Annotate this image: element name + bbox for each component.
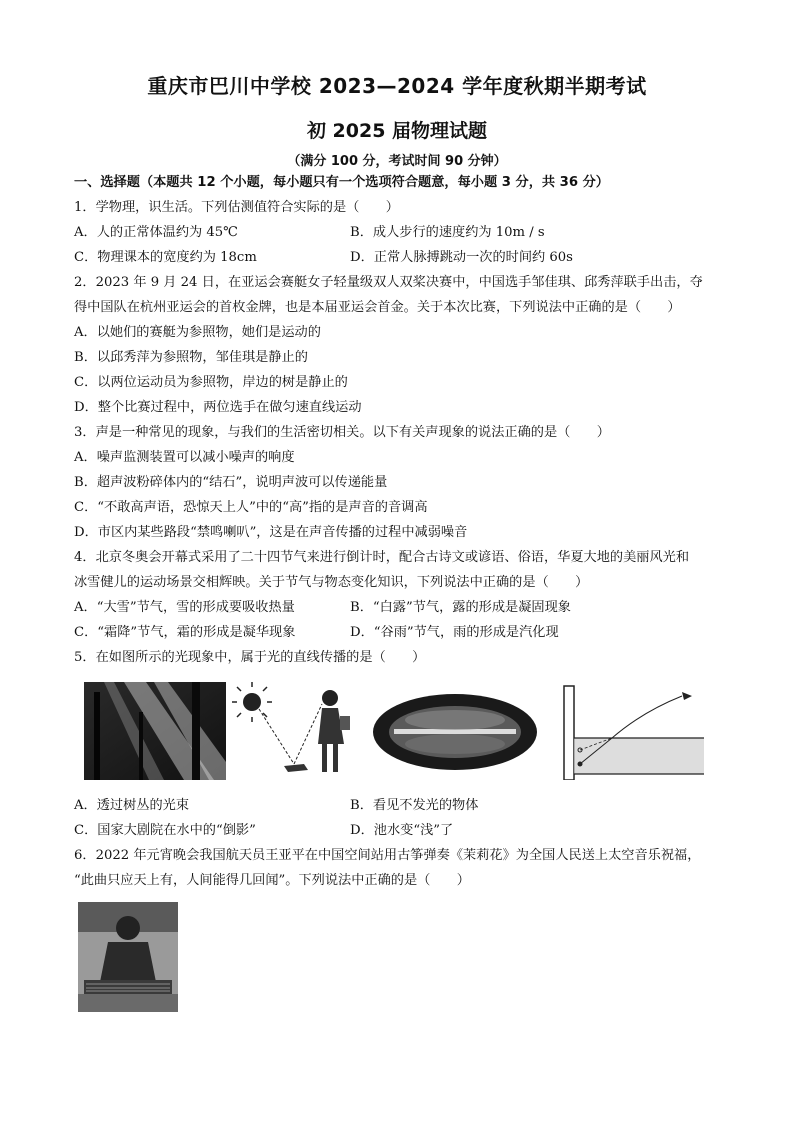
question-3-option-c: C．“不敢高声语，恐惊天上人”中的“高”指的是声音的音调高 [74,500,428,515]
exam-subtitle-grade: 初 2025 届物理试题 [306,120,488,142]
question-5-option-b: B．看见不发光的物体 [350,798,479,813]
question-2-option-a: A．以她们的赛艇为参照物，她们是运动的 [74,325,321,340]
question-4-option-c: C．“霜降”节气，霜的形成是凝华现象 [74,625,296,640]
question-2-option-d: D．整个比赛过程中，两位选手在做匀速直线运动 [74,400,362,415]
question-1-option-c: C．物理课本的宽度约为 18cm [74,250,257,265]
question-4-stem-line2: 冰雪健儿的运动场景交相辉映。关于节气与物态变化知识，下列说法中正确的是（ ） [74,575,589,590]
question-3-option-d: D．市区内某些路段“禁鸣喇叭”，这是在声音传播的过程中减弱噪音 [74,525,468,540]
exam-meta: （满分 100 分，考试时间 90 分钟） [287,154,507,169]
question-1-stem: 1．学物理，识生活。下列估测值符合实际的是（ ） [74,200,399,215]
section-heading: 一、选择题（本题共 12 个小题，每小题只有一个选项符合题意，每小题 3 分，共 36 分） [74,175,609,190]
question-3-option-b: B．超声波粉碎体内的“结石”，说明声波可以传递能量 [74,475,388,490]
question-3-option-a: A．噪声监测装置可以减小噪声的响度 [74,450,295,465]
question-1-option-d: D．正常人脉搏跳动一次的时间约 60s [350,250,573,265]
grand-theater-reflection-photo [370,682,540,780]
question-1-option-a: A．人的正常体温约为 45℃ [74,225,238,240]
question-5-stem: 5．在如图所示的光现象中，属于光的直线传播的是（ ） [74,650,426,665]
question-4-option-a: A．“大雪”节气，雪的形成要吸收热量 [74,600,295,615]
question-1-option-b: B．成人步行的速度约为 10m / s [350,225,545,240]
question-6-stem-line1: 6．2022 年元宵晚会我国航天员王亚平在中国空间站用古筝弹奏《茉莉花》为全国人民送上太空音乐祝福， [74,848,701,863]
question-2-option-b: B．以邱秀萍为参照物，邹佳琪是静止的 [74,350,308,365]
sun-book-girl-figure [232,682,362,780]
pool-refraction-figure [552,682,710,780]
question-4-option-b: B．“白露”节气，露的形成是凝固现象 [350,600,571,615]
question-4-option-d: D．“谷雨”节气，雨的形成是汽化现 [350,625,559,640]
light-beams-through-trees-photo [84,682,226,780]
question-2-stem-line1: 2．2023 年 9 月 24 日，在亚运会赛艇女子轻量级双人双桨决赛中，中国选手邹佳琪、邱秀萍联手出击，夺 [74,275,703,290]
question-5-option-d: D．池水变“浅”了 [350,823,454,838]
question-2-stem-line2: 得中国队在杭州亚运会的首枚金牌，也是本届亚运会首金。关于本次比赛，下列说法中正确的是（ ） [74,300,681,315]
astronaut-playing-guzheng-photo [78,902,178,1012]
question-2-option-c: C．以两位运动员为参照物，岸边的树是静止的 [74,375,348,390]
question-3-stem: 3．声是一种常见的现象，与我们的生活密切相关。以下有关声现象的说法正确的是（ ） [74,425,610,440]
question-5-figures [80,682,770,782]
exam-title: 重庆市巴川中学校 2023—2024 学年度秋期半期考试 [147,74,647,98]
question-5-option-a: A．透过树丛的光束 [74,798,190,813]
question-4-stem-line1: 4．北京冬奥会开幕式采用了二十四节气来进行倒计时，配合古诗文或谚语、俗语，华夏大地的美丽风光和 [74,550,690,565]
question-6-stem-line2: “此曲只应天上有，人间能得几回闻”。下列说法中正确的是（ ） [74,873,470,888]
question-5-option-c: C．国家大剧院在水中的“倒影” [74,823,256,838]
